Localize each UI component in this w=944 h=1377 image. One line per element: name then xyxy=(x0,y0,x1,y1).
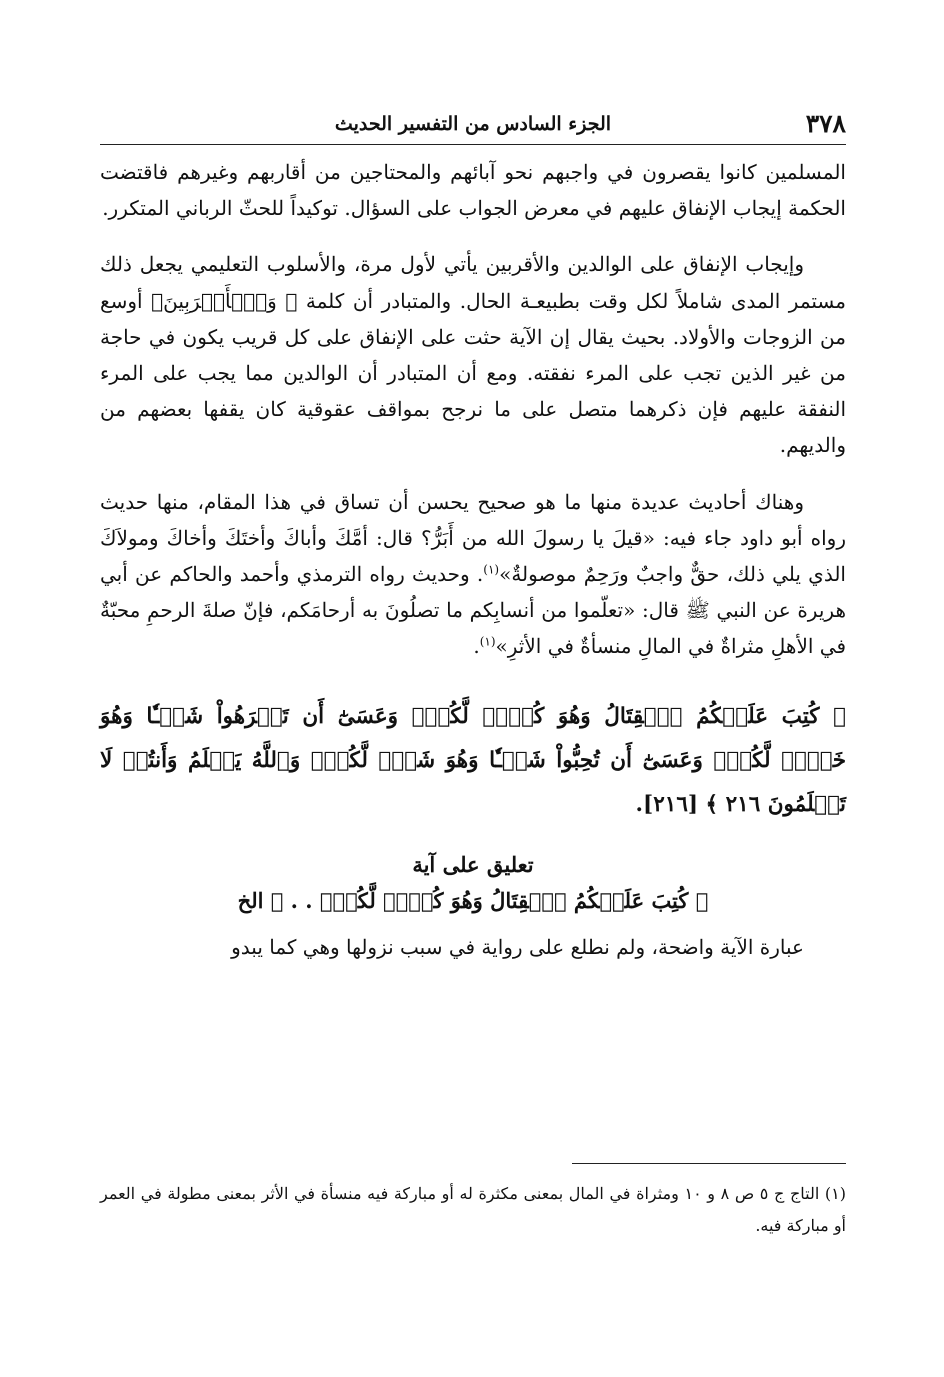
paragraph-3-part-c: . xyxy=(473,634,480,659)
page-header xyxy=(100,108,846,145)
paragraph-2: وإيجاب الإنفاق على الوالدين والأقربين يأتي لأول مرة، والأسلوب التعليمي يجعل ذلك مستمر المدى شاملاً لكل وقت بطبيعـة الحال. والمتبادر أن كلمة ﴿ وَٱلۡأَقۡرَبِينَ﴾ أوسع من الزوجات والأولاد. بحيث يقال إن الآية حثت على الإنفاق على كل قريب يكون في حاجة من غير الذين تجب على المرء نفقته. ومع أن المتبادر أن الوالدين مما يجب على المرء النفقة عليهم فإن ذكرهما متصل على ما نرجح بمواقف عقوقية كان يقفها بعضهم من والديهم. xyxy=(100,252,847,458)
footnote-ref-1[interactable]: (١) xyxy=(483,562,500,577)
quran-verse: ﴿ كُتِبَ عَلَيۡكُمُ ٱلۡقِتَالُ وَهُوَ كُرۡهٞ لَّكُمۡۖ وَعَسَىٰٓ أَن تَكۡرَهُواْ شَيۡـٔٗا وَهُوَ خَيۡرٞ لَّكُمۡۖ وَعَسَىٰٓ أَن تُحِبُّواْ شَيۡـٔٗا وَهُوَ شَرّٞ لَّكُمۡۚ وَٱللَّهُ يَعۡلَمُ وَأَنتُمۡ لَا تَعۡلَمُونَ ٢١٦ ﴾ [٢١٦]. xyxy=(100,703,846,817)
footnote-separator xyxy=(572,1163,846,1164)
footnotes xyxy=(100,1178,846,1242)
main-text xyxy=(100,154,846,965)
paragraph-4: عبارة الآية واضحة، ولم نطلع على رواية في سبب نزولها وهي كما يبدو xyxy=(231,934,804,959)
paragraph-1: المسلمين كانوا يقصرون في واجبهم نحو آبائهم والمحتاجين من أقاربهم وغيرهم فاقتضت الحكمة إيجاب الإنفاق عليهم في معرض الجواب على السؤال. توكيداً للحثّ الرباني المتكرر. xyxy=(100,160,846,221)
paragraph-3-part-a: وهناك أحاديث عديدة منها ما هو صحيح يحسن أن تساق في هذا المقام، منها حديث رواه أبو داود جاء فيه: «قيلَ يا رسولَ الله من أَبَرُّ؟ قال: أمَّكَ وأباكَ وأختَكَ وأخاكَ ومولاَكَ الذي يلي ذلك، حقٌّ واجبٌ ورَحِمٌ موصولةٌ» xyxy=(100,489,846,587)
commentary-heading: تعليق على آية xyxy=(412,851,534,877)
footnote-ref-2[interactable]: (١) xyxy=(479,634,496,649)
footnote-1: (١) التاج ج ٥ ص ٨ و ١٠ ومثراة في المال بمعنى مكثرة له أو مباركة فيه منسأة في الأثر بمعنى مطولة في العمر أو مباركة فيه. xyxy=(100,1184,847,1235)
commentary-verse: ﴿ كُتِبَ عَلَيۡكُمُ ٱلۡقِتَالُ وَهُوَ كُرۡهٞ لَّكُمۡۖ . . ﴾ الخ xyxy=(237,887,709,913)
running-title: الجزء السادس من التفسير الحديث xyxy=(334,113,612,135)
paragraph-3 xyxy=(100,484,846,665)
page-number: ٣٧٨ xyxy=(805,109,846,138)
paragraph-3-part-b: . وحديث رواه الترمذي وأحمد والحاكم عن أبي هريرة عن النبي ﷺ قال: «تعلّموا من أنسابِكم ما تصلُونَ به أرحامَكم، فإنّ صلةَ الرحمِ محبّةٌ في الأهلِ مثراةٌ في المالِ منسأةٌ في الأثرِ» xyxy=(100,562,846,659)
